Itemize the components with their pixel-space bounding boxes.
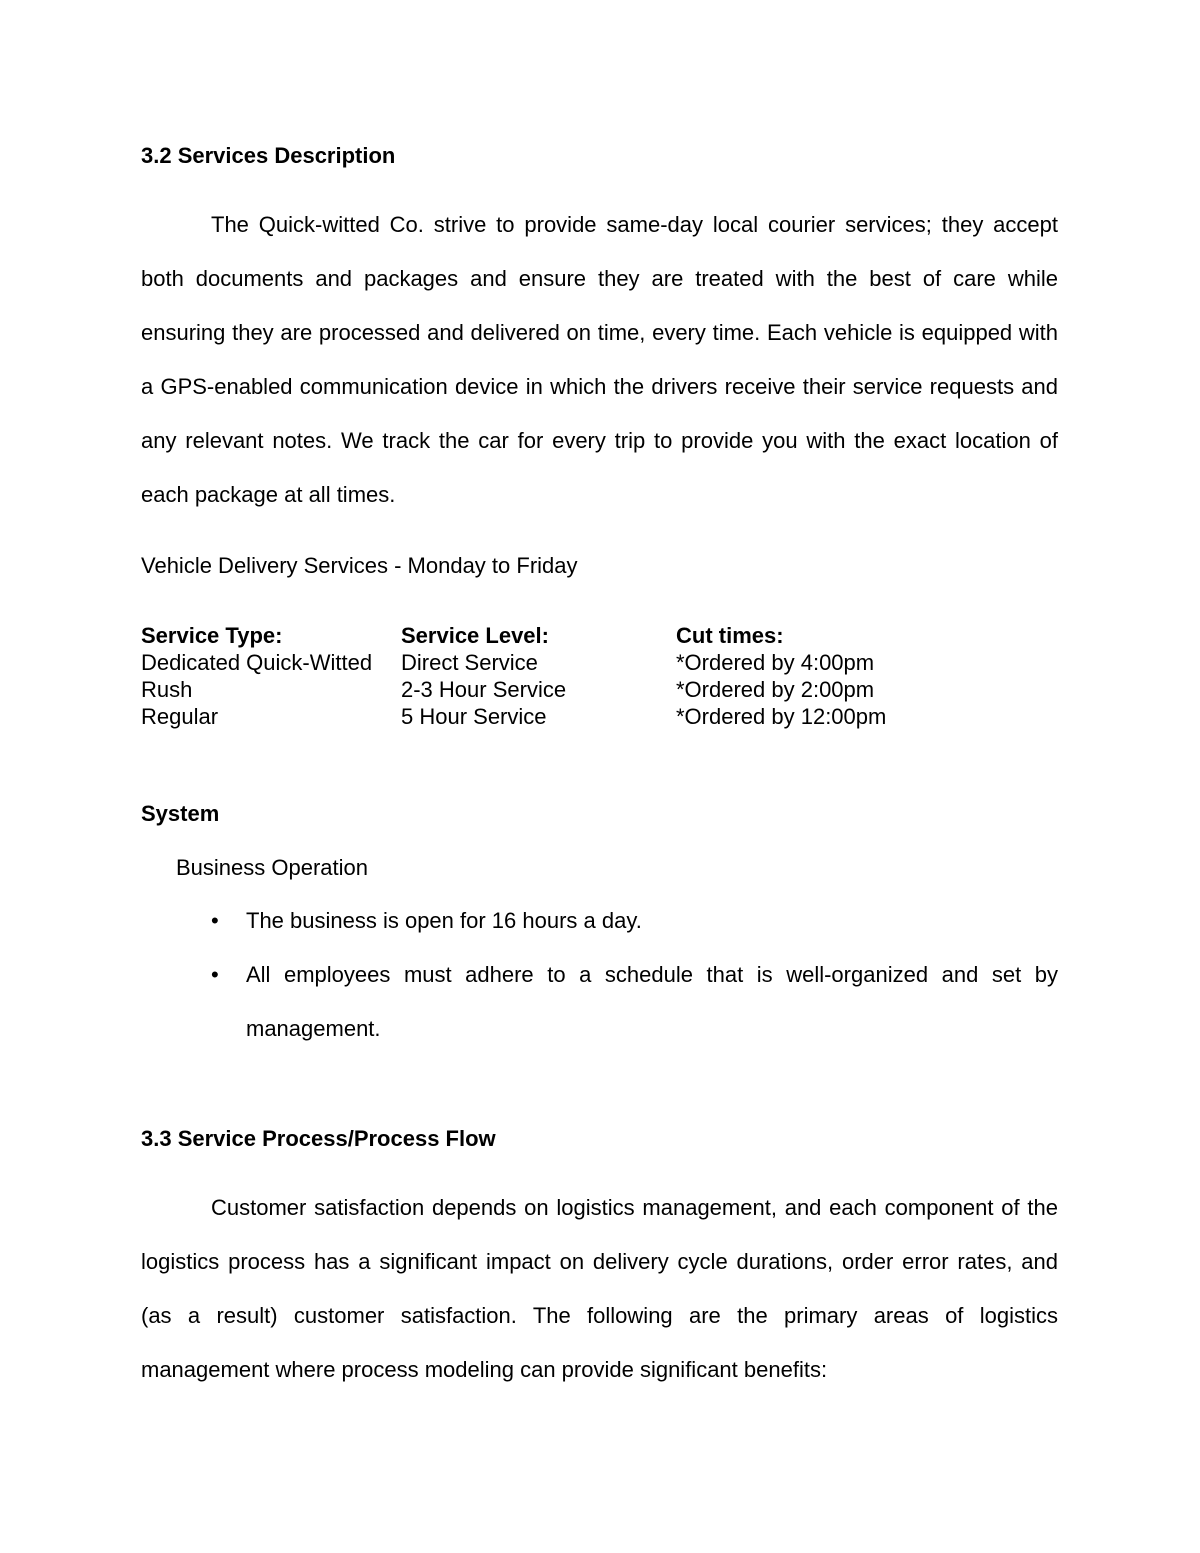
bullet-text: The business is open for 16 hours a day.: [246, 908, 642, 933]
section-3-2-heading: 3.2 Services Description: [141, 143, 396, 168]
service-level-cell: 5 Hour Service: [401, 704, 547, 729]
cut-time-cell: *Ordered by 12:00pm: [676, 704, 887, 729]
business-operation-subheading: Business Operation: [176, 855, 368, 880]
service-level-cell: Direct Service: [401, 650, 538, 675]
business-operation-list: [141, 894, 1058, 1056]
list-item: [141, 948, 1058, 1056]
vehicle-services-title: Vehicle Delivery Services - Monday to Friday: [141, 553, 578, 578]
bullet-icon: •: [211, 962, 219, 987]
services-table: [141, 622, 976, 730]
services-description-paragraph: The Quick-witted Co. strive to provide same-day local courier services; they accept both documents and packages and ensure they are treated with the best of care while ensuring they are processed and delivered on time, every time. Each vehicle is equipped with a GPS-enabled communication device in which the drivers receive their service requests and any relevant notes. We track the car for every trip to provide you with the exact location of each package at all times.: [141, 212, 1058, 507]
cut-times-header: Cut times:: [676, 623, 784, 648]
service-level-cell: 2-3 Hour Service: [401, 677, 567, 702]
section-3-3-heading: 3.3 Service Process/Process Flow: [141, 1126, 496, 1151]
service-type-cell: Dedicated Quick-Witted: [141, 650, 373, 675]
list-item: [141, 894, 1058, 948]
services-table-header-row: [141, 622, 976, 649]
service-type-header: Service Type:: [141, 623, 283, 648]
service-type-cell: Rush: [141, 677, 193, 702]
table-row: [141, 676, 976, 703]
bullet-icon: •: [211, 908, 219, 933]
cut-time-cell: *Ordered by 2:00pm: [676, 677, 875, 702]
bullet-text: All employees must adhere to a schedule that is well-organized and set by management.: [246, 962, 1058, 1041]
service-process-paragraph: Customer satisfaction depends on logistics management, and each component of the logistics process has a significant impact on delivery cycle durations, order error rates, and (as a result) customer satisfaction. The following are the primary areas of logistics management where process modeling can provide significant benefits:: [141, 1195, 1058, 1382]
service-type-cell: Regular: [141, 704, 219, 729]
system-heading: System: [141, 801, 220, 826]
cut-time-cell: *Ordered by 4:00pm: [676, 650, 875, 675]
table-row: [141, 703, 976, 730]
service-level-header: Service Level:: [401, 623, 549, 648]
table-row: [141, 649, 976, 676]
